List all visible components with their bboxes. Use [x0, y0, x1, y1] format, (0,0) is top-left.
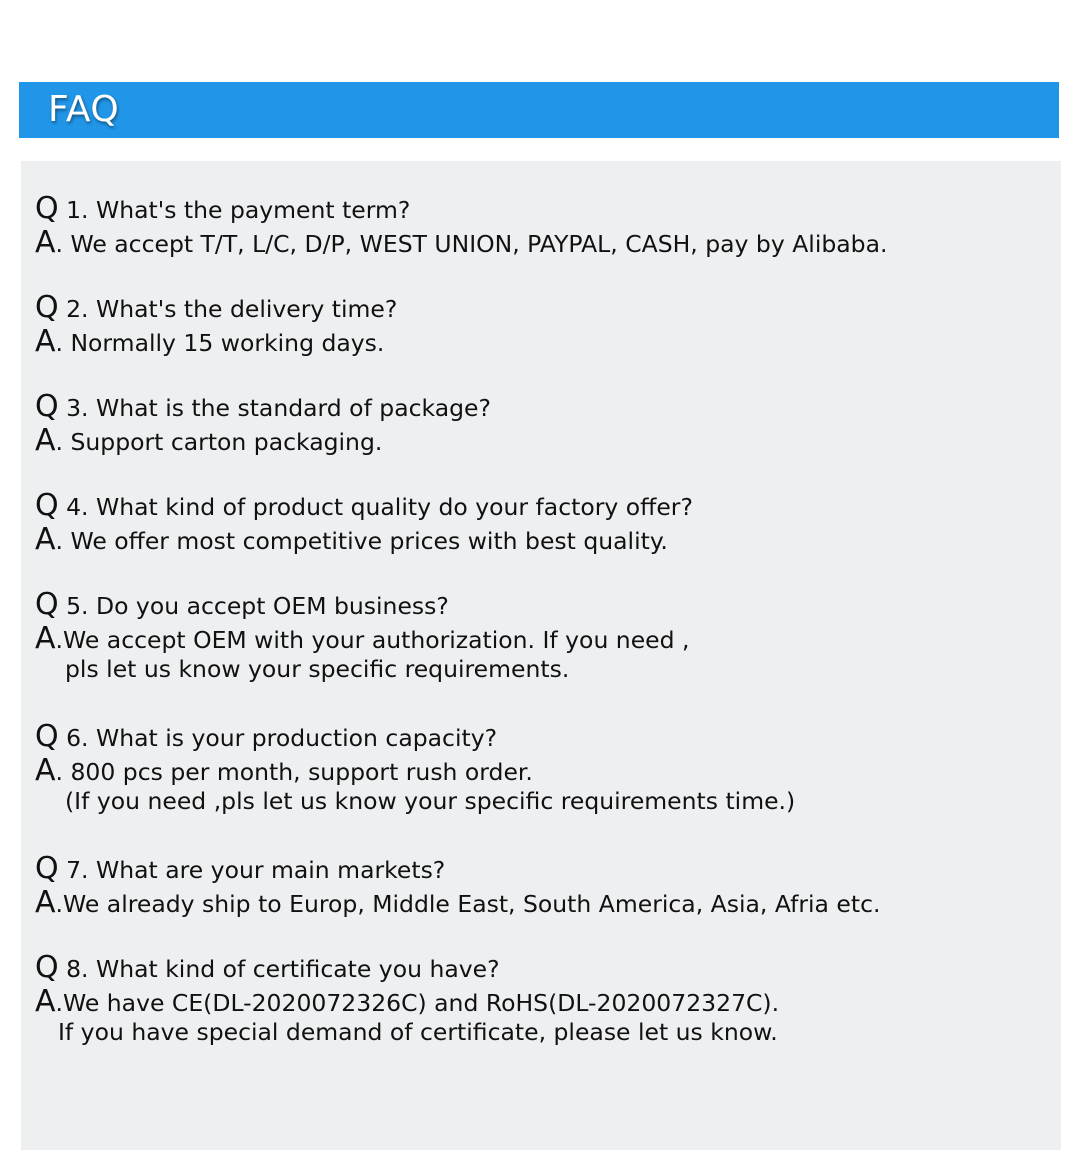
answer-text: . Normally 15 working days. — [55, 329, 385, 357]
faq-header — [19, 82, 1059, 138]
question-marker: Q — [35, 488, 59, 523]
answer-marker: A — [35, 885, 56, 920]
answer-marker: A — [35, 324, 56, 359]
answer-marker: A — [35, 522, 56, 557]
faq-item-6 — [35, 721, 1045, 815]
question-text: 5. Do you accept OEM business? — [58, 592, 449, 620]
faq-item-7 — [35, 853, 1045, 919]
answer-marker: A — [35, 753, 56, 788]
question-text: 7. What are your main markets? — [58, 856, 446, 884]
question-text: 6. What is your production capacity? — [58, 724, 498, 752]
question-text: 8. What kind of certificate you have? — [58, 955, 500, 983]
faq-item-3 — [35, 391, 1045, 457]
answer-continuation: pls let us know your specific requirements. — [65, 655, 570, 683]
answer-continuation: If you have special demand of certificate, please let us know. — [58, 1018, 778, 1046]
answer-continuation: (If you need ,pls let us know your specific requirements time.) — [65, 787, 796, 815]
question-text: 1. What's the payment term? — [58, 196, 411, 224]
question-marker: Q — [35, 851, 59, 886]
question-marker: Q — [35, 587, 59, 622]
question-marker: Q — [35, 719, 59, 754]
answer-text: . Support carton packaging. — [55, 428, 383, 456]
question-marker: Q — [35, 389, 59, 424]
faq-title: FAQ — [48, 89, 120, 130]
question-text: 3. What is the standard of package? — [58, 394, 491, 422]
answer-marker: A — [35, 225, 56, 260]
answer-text: . 800 pcs per month, support rush order. — [55, 758, 533, 786]
answer-marker: A — [35, 621, 56, 656]
faq-item-5 — [35, 589, 1045, 683]
answer-text: .We accept OEM with your authorization. If you need , — [55, 626, 690, 654]
question-text: 4. What kind of product quality do your factory offer? — [58, 493, 693, 521]
question-marker: Q — [35, 191, 59, 226]
faq-item-8 — [35, 952, 1045, 1046]
question-text: 2. What's the delivery time? — [58, 295, 398, 323]
faq-item-4 — [35, 490, 1045, 556]
faq-item-2 — [35, 292, 1045, 358]
answer-text: . We offer most competitive prices with best quality. — [55, 527, 668, 555]
answer-text: . We accept T/T, L/C, D/P, WEST UNION, PAYPAL, CASH, pay by Alibaba. — [55, 230, 888, 258]
answer-marker: A — [35, 984, 56, 1019]
faq-panel — [21, 161, 1061, 1150]
answer-marker: A — [35, 423, 56, 458]
answer-text: .We already ship to Europ, Middle East, South America, Asia, Afria etc. — [55, 890, 881, 918]
question-marker: Q — [35, 950, 59, 985]
question-marker: Q — [35, 290, 59, 325]
answer-text: .We have CE(DL-2020072326C) and RoHS(DL-2020072327C). — [55, 989, 780, 1017]
faq-item-1 — [35, 193, 1045, 259]
